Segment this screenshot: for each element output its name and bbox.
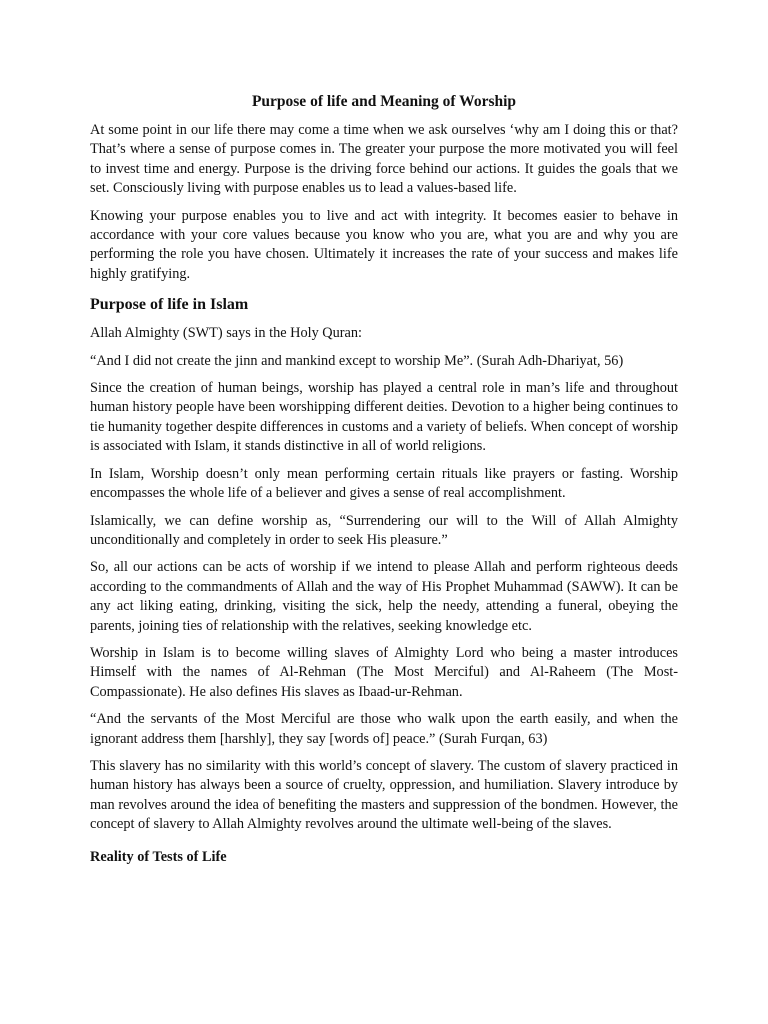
body-paragraph: Islamically, we can define worship as, “Surrendering our will to the Will of Allah Almighty unconditionally and completely in order to seek His pleasure.” <box>90 512 678 548</box>
intro-paragraph: Knowing your purpose enables you to live and act with integrity. It becomes easier to behave in accordance with your core values because you know who you are, what you are and why you are performing the role you have chosen. Ultimately it increases the rate of your success and makes life highly gratifying. <box>90 207 678 282</box>
body-paragraph: Allah Almighty (SWT) says in the Holy Quran: <box>90 325 363 342</box>
body-paragraph: Worship in Islam is to become willing slaves of Almighty Lord who being a master introduces Himself with the names of Al-Rehman (The Most Merciful) and Al-Raheem (The Most-Compassionate). He also defines His slaves as Ibaad-ur-Rehman. <box>90 644 678 700</box>
body-paragraph: So, all our actions can be acts of worship if we intend to please Allah and perform righteous deeds according to the commandments of Allah and the way of His Prophet Muhammad (SAWW). It can be any act liking eating, drinking, visiting the sick, help the needy, attending a funeral, obeying the parents, joining ties of relationship with the relatives, seeking knowledge etc. <box>90 559 678 634</box>
body-paragraph: In Islam, Worship doesn’t only mean performing certain rituals like prayers or fasting. Worship encompasses the whole life of a believer and gives a sense of real accomplishment. <box>90 465 678 502</box>
body-paragraph: This slavery has no similarity with this world’s concept of slavery. The custom of slavery practiced in human history has always been a source of cruelty, oppression, and humiliation. Slavery introduce by man revolves around the idea of benefiting the masters and suppression of the bondmen. However, the concept of slavery to Allah Almighty revolves around the ultimate well-being of the slaves. <box>90 757 678 833</box>
section-heading-purpose-in-islam: Purpose of life in Islam <box>90 296 249 314</box>
quote-paragraph: “And the servants of the Most Merciful are those who walk upon the earth easily, and when the ignorant address them [harshly], they say [words of] peace.” (Surah Furqan, 63) <box>90 711 678 747</box>
body-paragraph: Since the creation of human beings, worship has played a central role in man’s life and throughout human history people have been worshipping different deities. Devotion to a higher being continues to tie humanity together despite differences in customs and a variety of beliefs. When concept of worship is associated with Islam, it stands distinctive in all of world religions. <box>90 380 678 455</box>
section-heading-tests-of-life: Reality of Tests of Life <box>90 848 227 865</box>
intro-paragraph: At some point in our life there may come a time when we ask ourselves ‘why am I doing this or that? That’s where a sense of purpose comes in. The greater your purpose the more motivated you will feel to invest time and energy. Purpose is the driving force behind our actions. It guides the goals that we set. Consciously living with purpose enables us to lead a values-based life. <box>90 122 678 197</box>
quote-paragraph: “And I did not create the jinn and mankind except to worship Me”. (Surah Adh-Dhariyat, 56) <box>90 352 624 369</box>
document-title: Purpose of life and Meaning of Worship <box>251 93 517 110</box>
